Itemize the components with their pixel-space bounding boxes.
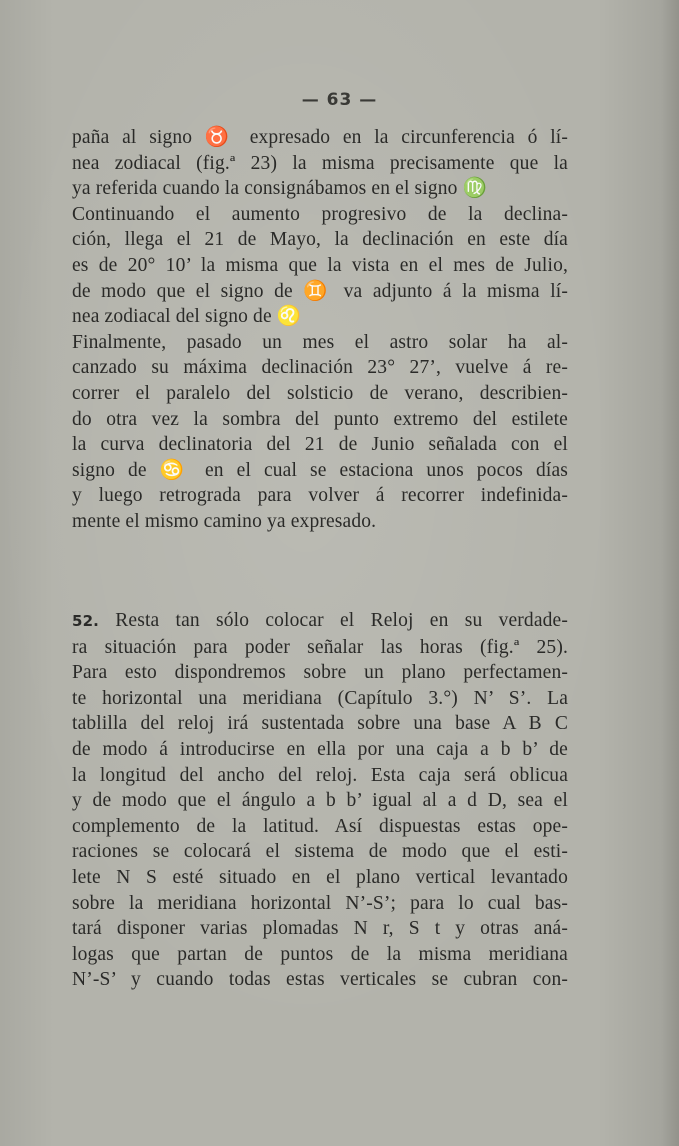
- text-line: paña al signo ♉ expresado en la circunferencia ó lí-: [72, 127, 568, 148]
- text-line: lete N S esté situado en el plano vertical levantado: [72, 866, 568, 888]
- text-line: ya referida cuando la consignábamos en el signo ♍: [72, 178, 487, 200]
- text-line: correr el paralelo del solsticio de verano, describien-: [72, 382, 568, 404]
- text-line: te horizontal una meridiana (Capítulo 3.°) N’ S’. La: [72, 687, 568, 709]
- paragraph-number: 52.: [72, 612, 100, 630]
- text-line: Finalmente, pasado un mes el astro solar ha al-: [72, 331, 568, 353]
- text-line: es de 20° 10’ la misma que la vista en el mes de Julio,: [72, 254, 568, 276]
- page-edge-shadow: [661, 0, 679, 1146]
- text-line: Continuando el aumento progresivo de la declina-: [72, 203, 568, 225]
- text-line: raciones se colocará el sistema de modo que el esti-: [72, 841, 568, 863]
- text-line: nea zodiacal del signo de ♌: [72, 306, 302, 328]
- text-line: signo de ♋ en el cual se estaciona unos pocos días: [72, 459, 568, 481]
- text-block-upper: [72, 125, 568, 535]
- text-line: complemento de la latitud. Así dispuestas estas ope-: [72, 815, 568, 837]
- text-line: Resta tan sólo colocar el Reloj en su verdade-: [115, 610, 568, 631]
- text-line: canzado su máxima declinación 23° 27’, vuelve á re-: [72, 357, 568, 379]
- text-line: logas que partan de puntos de la misma meridiana: [72, 943, 568, 965]
- text-line: la longitud del ancho del reloj. Esta caja será oblicua: [72, 764, 568, 786]
- text-line: mente el mismo camino ya expresado.: [72, 510, 377, 532]
- text-line: Para esto dispondremos sobre un plano perfectamen-: [72, 662, 568, 684]
- text-line: de modo que el signo de ♊ va adjunto á la misma lí-: [72, 280, 568, 302]
- text-line: nea zodiacal (fig.ª 23) la misma precisamente que la: [72, 152, 568, 174]
- text-line: do otra vez la sombra del punto extremo del estilete: [72, 408, 568, 430]
- text-line: la curva declinatoria del 21 de Junio señalada con el: [72, 434, 568, 456]
- text-line: tablilla del reloj irá sustentada sobre una base A B C: [72, 713, 568, 735]
- text-line-with-number: [72, 608, 568, 635]
- text-line: sobre la meridiana horizontal N’-S’; para lo cual bas-: [72, 892, 568, 914]
- text-line: ra situación para poder señalar las horas (fig.ª 25).: [72, 636, 568, 658]
- text-block-section-52: [72, 608, 568, 993]
- text-line: de modo á introducirse en ella por una caja a b b’ de: [72, 738, 568, 760]
- page-number: — 63 —: [301, 90, 378, 110]
- text-line: y de modo que el ángulo a b b’ igual al a d D, sea el: [72, 790, 568, 812]
- text-line: N’-S’ y cuando todas estas verticales se cubran con-: [72, 969, 568, 991]
- text-line: tará disponer varias plomadas N r, S t y otras aná-: [72, 918, 568, 940]
- text-line: y luego retrograda para volver á recorrer indefinida-: [72, 485, 568, 507]
- text-line: ción, llega el 21 de Mayo, la declinación en este día: [72, 229, 568, 251]
